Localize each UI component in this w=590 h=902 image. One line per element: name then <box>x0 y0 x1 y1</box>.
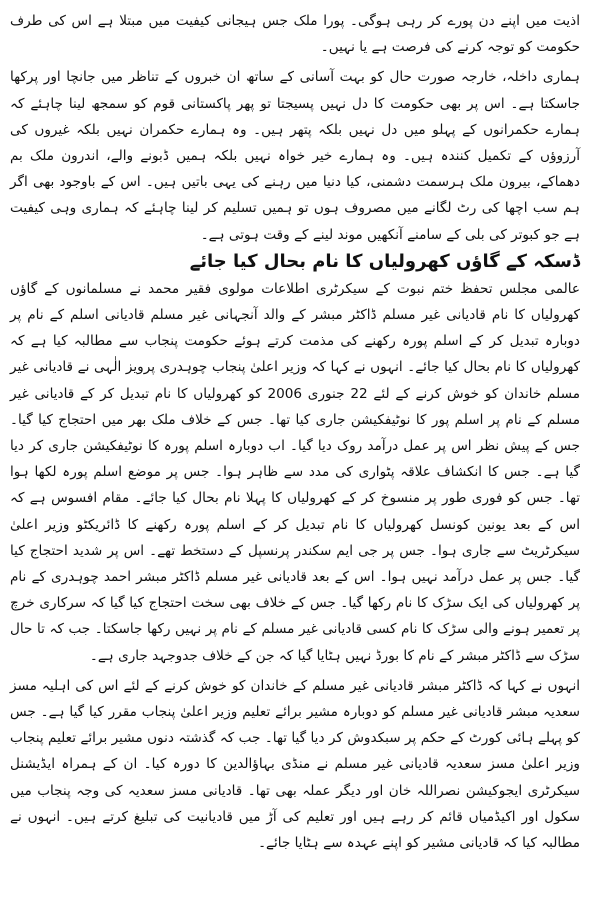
intro-paragraph: اذیت میں اپنے دن پورے کر رہی ہوگی۔ پورا ملک جس ہیجانی کیفیت میں مبتلا ہے اس کی طرف حکومت کو توجہ کرنے کی فرصت ہے یا نہیں۔ <box>10 13 580 56</box>
domestic-foreign-affairs-paragraph: ہماری داخلہ، خارجہ صورت حال کو بہت آسانی کے ساتھ ان خبروں کے تناظر میں جانچا اور پرکھا جاسکتا ہے۔ اس پر بھی حکومت کا دل نہیں پسیجتا تو پھر پاکستانی قوم کو سمجھ لینا چاہئے کہ ہمارے حکمرانوں کے پہلو میں دل نہیں بلکہ پتھر ہیں۔ وہ ہمارے حکمران نہیں بلکہ غیروں کی آرزوؤں کے تکمیل کنندہ ہیں۔ وہ ہمارے خیر خواہ نہیں بلکہ ہمیں ڈبونے والے، اندرون ملک بم دھماکے، بیرون ملک ہرسمت دشمنی، کیا دنیا میں رہنے کی یہی باتیں ہیں۔ اس کے باوجود بھی اگر ہم سب اچھا کی رٹ لگانے میں مصروف ہوں تو ہمیں تسلیم کر لینا چاہئے کہ ہماری وہی کیفیت ہے جو کبوتر کی بلی کے سامنے آنکھیں موند لینے کے وقت ہوتی ہے۔ <box>10 69 580 243</box>
education-advisor-paragraph: انہوں نے کہا کہ ڈاکٹر مبشر قادیانی غیر مسلم کے خاندان کو خوش کرنے کے لئے اس کی اہلیہ مسز سعدیہ مبشر قادیانی غیر مسلم کو دوبارہ مشیر برائے تعلیم وزیر اعلیٰ پنجاب مقرر کیا گیا ہے۔ جس کو پہلے ہائی کورٹ کے حکم پر سبکدوش کر دیا گیا تھا۔ جب کہ گذشتہ دنوں مشیر برائے تعلیم پنجاب وزیر اعلیٰ مسز سعدیہ قادیانی غیر مسلم نے منڈی بہاؤالدین کا دورہ کیا۔ ان کے ہمراہ ایڈیشنل سیکرٹری ایجوکیشن نصراللہ خان اور دیگر عملہ بھی تھا۔ قادیانی مسز سعدیہ کی وجہ پنجاب میں سکول اور اکیڈمیاں قائم کر رہے ہیں اور تعلیم کی آڑ میں قادیانیت کی تبلیغ کرتے ہیں۔ انہوں نے مطالبہ کیا کہ قادیانی مشیر کو اپنے عہدہ سے ہٹایا جائے۔ <box>10 677 580 852</box>
article-heading: ڈسکہ کے گاؤں کھرولیاں کا نام بحال کیا جائے <box>189 250 580 272</box>
village-name-paragraph: عالمی مجلس تحفظ ختم نبوت کے سیکرٹری اطلاعات مولوی فقیر محمد نے مسلمانوں کے گاؤں کھرولیاں کا نام قادیانی غیر مسلم ڈاکٹر مبشر کے والد آنجہانی غیر مسلم قادیانی اسلم کے نام پر دوبارہ تبدیل کر کے اسلم پورہ رکھنے کی مذمت کرتے ہوئے حکومت پنجاب سے مطالبہ کیا ہے کہ کھرولیاں کا نام بحال کیا جائے۔ انہوں نے کہا کہ وزیر اعلیٰ پنجاب چوہدری پرویز الٰہی نے قادیانی غیر مسلم خاندان کو خوش کرنے کے لئے 22 جنوری 2006 کو کھرولیاں کا نام تبدیل کر کے قادیانی غیر مسلم کے نام پر اسلم پور کا نوٹیفکیشن جاری کیا تھا۔ جس کے خلاف ملک بھر میں احتجاج کیا گیا۔ جس کے پیش نظر اس پر عمل درآمد روک دیا گیا۔ اب دوبارہ اسلم پورہ کا نوٹیفکیشن جاری کر دیا گیا ہے۔ جس کا انکشاف علاقہ پٹواری کی مدد سے ظاہر ہوا۔ جس پر موضع اسلم پورہ لکھا ہوا تھا۔ جس کو فوری طور پر منسوخ کر کے کھرولیاں کا پہلا نام بحال کیا جائے۔ مقام افسوس ہے کہ اس کے بعد یونین کونسل کھرولیاں کا نام تبدیل کر کے اسلم پورہ رکھنے کا ڈائریکٹو وزیر اعلیٰ سیکرٹریٹ سے جاری ہوا۔ جس پر جی ایم سکندر پرنسپل کے دستخط تھے۔ اس پر شدید احتجاج کیا گیا۔ جس پر عمل درآمد نہیں ہوا۔ اس کے بعد قادیانی غیر مسلم ڈاکٹر مبشر احمد چوہدری کے نام پر کھرولیاں کی ایک سڑک کا نام رکھا گیا۔ جس کے خلاف بھی سخت احتجاج کیا گیا کہ سرکاری خرچ پر تعمیر ہونے والی سڑک کا نام کسی قادیانی غیر مسلم کے نام پر نہیں رکھا جاسکتا۔ جب کہ تا حال سڑک سے ڈاکٹر مبشر کے نام کا بورڈ نہیں ہٹایا گیا کہ جن کے خلاف جدوجہد جاری ہے۔ <box>10 280 581 664</box>
